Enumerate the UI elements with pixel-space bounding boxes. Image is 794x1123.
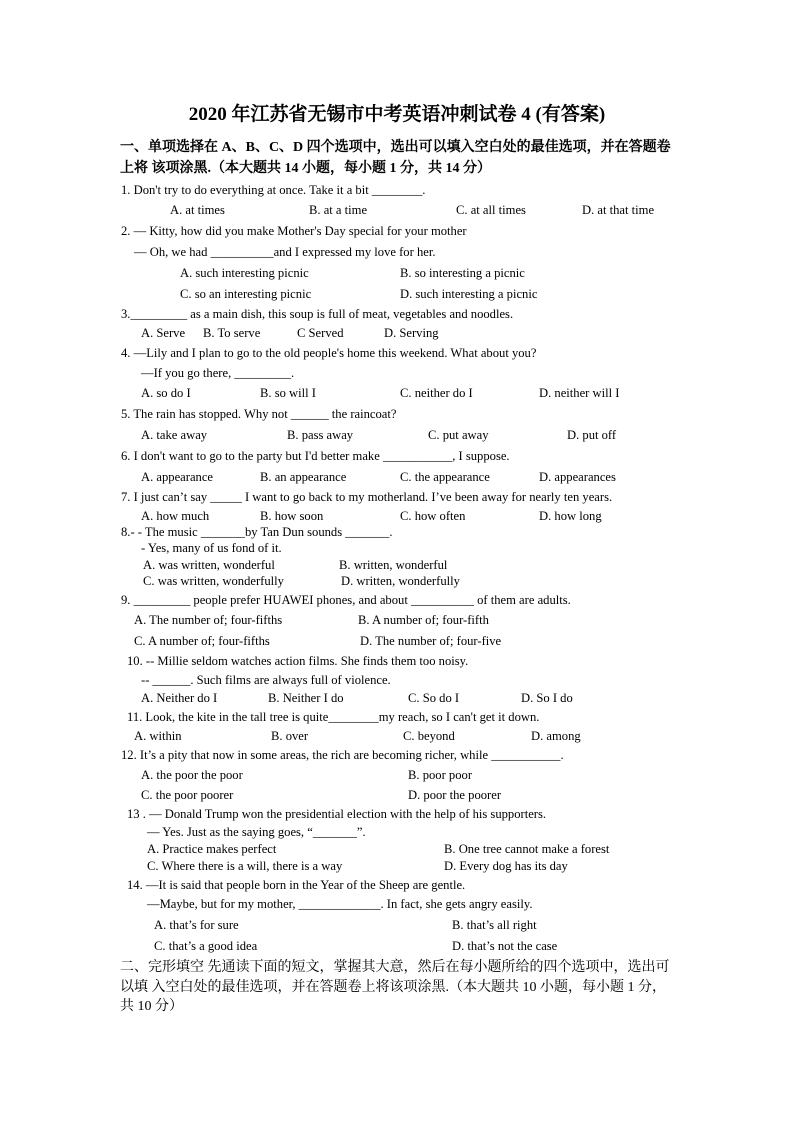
- question-6-option-d: D. appearances: [539, 470, 616, 484]
- question-6-option-c: C. the appearance: [400, 470, 490, 484]
- question-4-option-b: B. so will I: [260, 386, 316, 400]
- question-13-stem: 13 . — Donald Trump won the presidential election with the help of his supporters.: [127, 807, 547, 821]
- question-2-stem-2: — Oh, we had __________and I expressed my love for her.: [134, 245, 436, 259]
- question-12-option-a: A. the poor the poor: [141, 768, 243, 782]
- question-1-stem: 1. Don't try to do everything at once. Take it a bit ________.: [121, 183, 426, 197]
- question-14-stem-2: —Maybe, but for my mother, _____________. In fact, she gets angry easily.: [147, 897, 533, 911]
- question-11-option-d: D. among: [531, 729, 581, 743]
- question-4-stem: 4. —Lily and I plan to go to the old people's home this weekend. What about you?: [121, 346, 537, 360]
- question-11-option-c: C. beyond: [403, 729, 455, 743]
- question-7-option-a: A. how much: [141, 509, 210, 523]
- question-3-option-a: A. Serve: [141, 326, 186, 340]
- question-5-option-d: D. put off: [567, 428, 617, 442]
- question-13-option-c: C. Where there is a will, there is a way: [147, 859, 343, 873]
- question-12-option-d: D. poor the poorer: [408, 788, 502, 802]
- question-8-option-a: A. was written, wonderful: [143, 558, 275, 572]
- question-8-option-d: D. written, wonderfully: [341, 574, 460, 588]
- question-12-option-c: C. the poor poorer: [141, 788, 234, 802]
- question-11-stem: 11. Look, the kite in the tall tree is quite________my reach, so I can't get it down.: [127, 710, 540, 724]
- question-4-option-d: D. neither will I: [539, 386, 620, 400]
- question-10-stem: 10. -- Millie seldom watches action films. She finds them too noisy.: [127, 654, 469, 668]
- question-10-option-a: A. Neither do I: [141, 691, 218, 705]
- section-2-heading-line-3: 共 10 分）: [120, 999, 183, 1014]
- question-11-option-a: A. within: [134, 729, 182, 743]
- question-10-option-d: D. So I do: [521, 691, 573, 705]
- question-14-option-a: A. that’s for sure: [154, 918, 239, 932]
- question-4-option-c: C. neither do I: [400, 386, 473, 400]
- question-8-option-c: C. was written, wonderfully: [143, 574, 284, 588]
- question-9-option-a: A. The number of; four-fifths: [134, 613, 283, 627]
- question-1-option-c: C. at all times: [456, 203, 526, 217]
- question-6-option-b: B. an appearance: [260, 470, 347, 484]
- question-9-stem: 9. _________ people prefer HUAWEI phones, and about __________ of them are adults.: [121, 593, 571, 607]
- question-14-option-b: B. that’s all right: [452, 918, 537, 932]
- question-5-option-c: C. put away: [428, 428, 489, 442]
- question-5-option-a: A. take away: [141, 428, 208, 442]
- question-2-option-a: A. such interesting picnic: [180, 266, 309, 280]
- question-4-option-a: A. so do I: [141, 386, 191, 400]
- question-3-stem: 3._________ as a main dish, this soup is full of meat, vegetables and noodles.: [121, 307, 514, 321]
- question-10-option-b: B. Neither I do: [268, 691, 344, 705]
- question-13-option-a: A. Practice makes perfect: [147, 842, 277, 856]
- question-2-option-d: D. such interesting a picnic: [400, 287, 538, 301]
- question-1-option-b: B. at a time: [309, 203, 368, 217]
- section-1-heading-line-1: 一、单项选择在 A、B、C、D 四个选项中，选出可以填入空白处的最佳选项，并在答题卷: [120, 140, 671, 155]
- question-8-option-b: B. written, wonderful: [339, 558, 448, 572]
- question-3-option-b: B. To serve: [203, 326, 261, 340]
- question-9-option-c: C. A number of; four-fifths: [134, 634, 270, 648]
- question-7-stem: 7. I just can’t say _____ I want to go back to my motherland. I’ve been away for nearly ten years.: [121, 490, 613, 504]
- question-1-option-a: A. at times: [170, 203, 225, 217]
- question-7-option-c: C. how often: [400, 509, 466, 523]
- section-1-heading-line-2: 上将 该项涂黑.（本大题共 14 小题，每小题 1 分，共 14 分）: [120, 161, 491, 176]
- question-5-stem: 5. The rain has stopped. Why not ______ the raincoat?: [121, 407, 397, 421]
- question-3-option-c: C Served: [297, 326, 344, 340]
- question-13-stem-2: — Yes. Just as the saying goes, “_______”.: [147, 825, 366, 839]
- question-11-option-b: B. over: [271, 729, 309, 743]
- question-1-option-d: D. at that time: [582, 203, 655, 217]
- question-10-option-c: C. So do I: [408, 691, 460, 705]
- question-8-stem-2: - Yes, many of us fond of it.: [141, 541, 282, 555]
- question-6-stem: 6. I don't want to go to the party but I'd better make ___________, I suppose.: [121, 449, 510, 463]
- section-2-heading-line-2: 以填 入空白处的最佳选项，并在答题卷上将该项涂黑.（本大题共 10 小题，每小题 1 分，: [120, 980, 666, 995]
- question-8-stem: 8.- - The music _______by Tan Dun sounds _______.: [121, 525, 393, 539]
- question-14-option-c: C. that’s a good idea: [154, 939, 258, 953]
- question-14-option-d: D. that’s not the case: [452, 939, 558, 953]
- question-12-option-b: B. poor poor: [408, 768, 473, 782]
- question-13-option-b: B. One tree cannot make a forest: [444, 842, 610, 856]
- section-2-heading-line-1: 二、完形填空 先通读下面的短文，掌握其大意，然后在每小题所给的四个选项中，选出可: [120, 960, 670, 975]
- question-14-stem: 14. —It is said that people born in the Year of the Sheep are gentle.: [127, 878, 466, 892]
- question-10-stem-2: -- ______. Such films are always full of violence.: [141, 673, 391, 687]
- question-3-option-d: D. Serving: [384, 326, 439, 340]
- page-title: 2020 年江苏省无锡市中考英语冲刺试卷 4 (有答案): [188, 104, 606, 125]
- question-5-option-b: B. pass away: [287, 428, 354, 442]
- question-2-option-c: C. so an interesting picnic: [180, 287, 312, 301]
- question-9-option-d: D. The number of; four-five: [360, 634, 502, 648]
- question-6-option-a: A. appearance: [141, 470, 214, 484]
- question-2-option-b: B. so interesting a picnic: [400, 266, 525, 280]
- question-13-option-d: D. Every dog has its day: [444, 859, 568, 873]
- question-7-option-d: D. how long: [539, 509, 602, 523]
- question-2-stem: 2. — Kitty, how did you make Mother's Day special for your mother: [121, 224, 467, 238]
- question-7-option-b: B. how soon: [260, 509, 324, 523]
- question-9-option-b: B. A number of; four-fifth: [358, 613, 489, 627]
- question-4-stem-2: —If you go there, _________.: [141, 366, 295, 380]
- question-12-stem: 12. It’s a pity that now in some areas, the rich are becoming richer, while ___________.: [121, 748, 564, 762]
